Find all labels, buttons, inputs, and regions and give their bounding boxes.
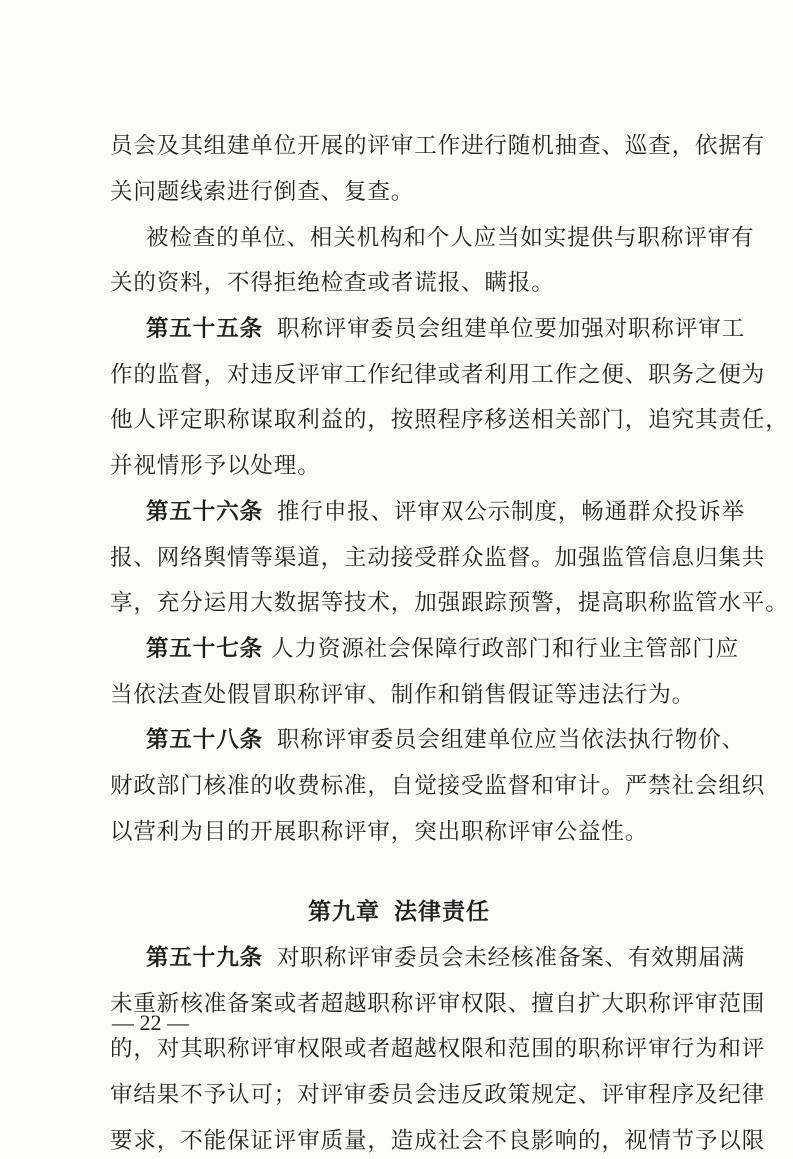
- paragraph-line: 作的监督，对违反评审工作纪律或者利用工作之便、职务之便为: [110, 362, 766, 388]
- paragraph-line: 报、网络舆情等渠道，主动接受群众监督。加强监管信息归集共: [110, 545, 766, 571]
- article-59-label: 第五十九条: [146, 945, 264, 971]
- paragraph-line: 被检查的单位、相关机构和个人应当如实提供与职称评审有: [146, 225, 755, 251]
- paragraph-line: 要求，不能保证评审质量，造成社会不良影响的，视情节予以限: [110, 1128, 766, 1154]
- article-56-label: 第五十六条: [146, 499, 264, 525]
- paragraph-line: 享，充分运用大数据等技术，加强跟踪预警，提高职称监管水平。: [110, 590, 789, 616]
- article-55-first-line: [146, 311, 745, 347]
- chapter-title: 法律责任: [394, 898, 490, 925]
- paragraph-text: 对职称评审委员会未经核准备案、有效期届满: [277, 945, 746, 971]
- chapter-heading: [110, 894, 688, 930]
- paragraph-text: 职称评审委员会组建单位要加强对职称评审工: [277, 316, 746, 342]
- article-56-first-line: [146, 494, 745, 530]
- page-number: — 22 —: [112, 1010, 189, 1035]
- paragraph-line: 他人评定职称谋取利益的，按照程序移送相关部门，追究其责任，: [110, 407, 789, 433]
- paragraph-line: 当依法查处假冒职称评审、制作和销售假证等违法行为。: [110, 682, 696, 708]
- paragraph-line: 未重新核准备案或者超越职称评审权限、擅自扩大职称评审范围: [110, 991, 766, 1017]
- chapter-number: 第九章: [308, 898, 380, 925]
- paragraph-line: 的，对其职称评审权限或者超越权限和范围的职称评审行为和评: [110, 1036, 766, 1062]
- paragraph-line: 并视情形予以处理。: [110, 453, 321, 479]
- paragraph-line: 关问题线索进行倒查、复查。: [110, 179, 415, 205]
- paragraph-line: 财政部门核准的收费标准，自觉接受监督和审计。严禁社会组织: [110, 773, 766, 799]
- article-58-first-line: [146, 722, 745, 758]
- paragraph-line: 关的资料，不得拒绝检查或者谎报、瞒报。: [110, 270, 555, 296]
- paragraph-text: 人力资源社会保障行政部门和行业主管部门应: [271, 636, 740, 662]
- article-57-label: 第五十七条: [146, 636, 264, 662]
- paragraph-line: 以营利为目的开展职称评审，突出职称评审公益性。: [110, 819, 649, 845]
- paragraph-line: 审结果不予认可；对评审委员会违反政策规定、评审程序及纪律: [110, 1082, 766, 1108]
- paragraph-text: 职称评审委员会组建单位应当依法执行物价、: [277, 727, 746, 753]
- paragraph-text: 推行申报、评审双公示制度，畅通群众投诉举: [277, 499, 746, 525]
- article-58-label: 第五十八条: [146, 727, 264, 753]
- article-59-first-line: [146, 940, 745, 976]
- article-55-label: 第五十五条: [146, 316, 264, 342]
- article-57-first-line: [146, 631, 739, 667]
- paragraph-line: 员会及其组建单位开展的评审工作进行随机抽查、巡查，依据有: [110, 133, 766, 159]
